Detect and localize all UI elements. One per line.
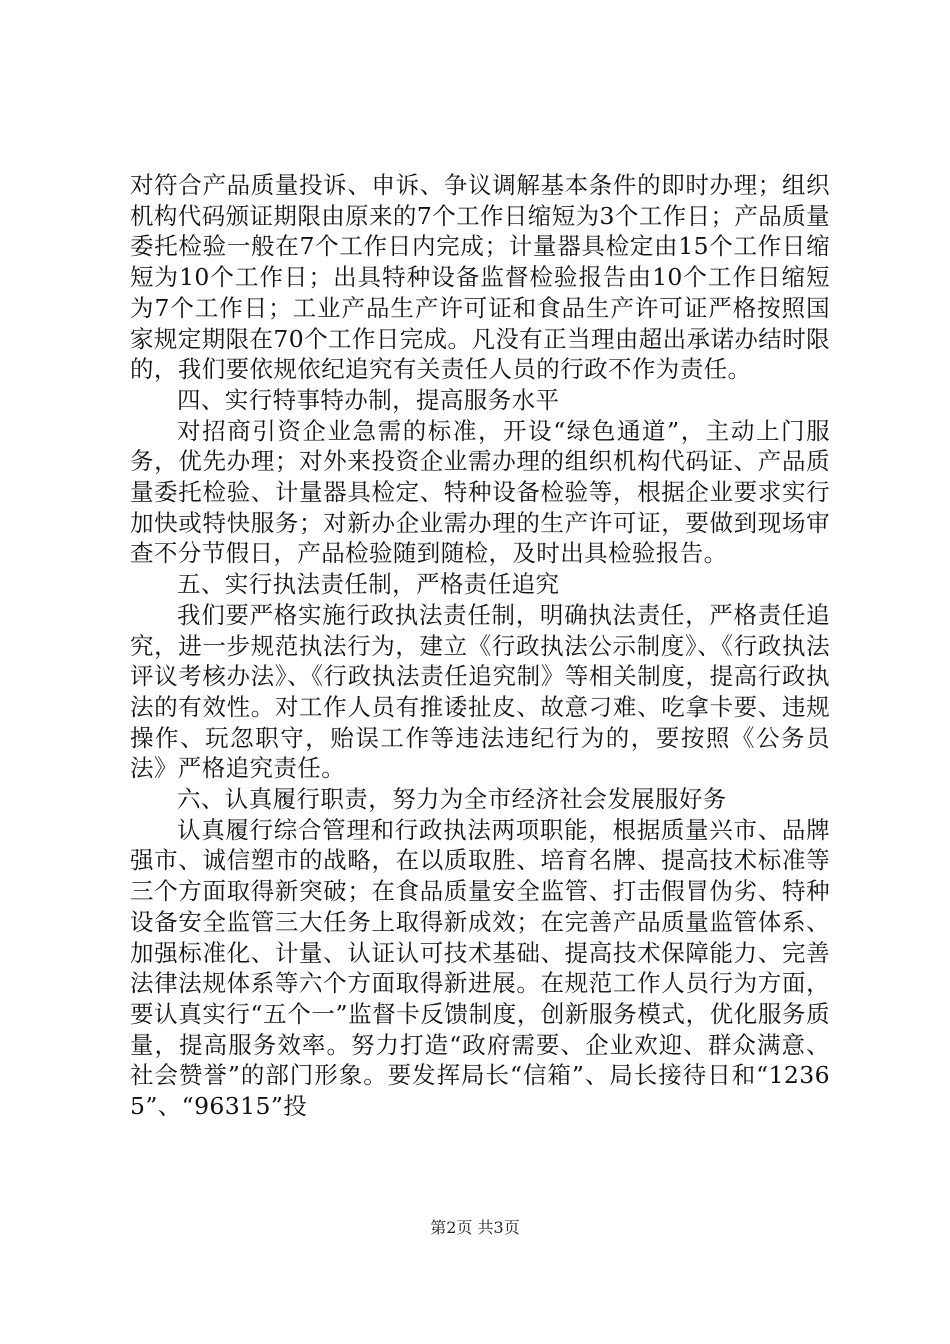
section-heading-six: 六、认真履行职责，努力为全市经济社会发展服好务: [177, 785, 727, 814]
section-heading-four: 四、实行特事特办制，提高服务水平: [177, 385, 560, 414]
paragraph-duties: 认真履行综合管理和行政执法两项职能，根据质量兴市、品牌强市、诚信塑市的战略，在以质取胜、培育名牌、提高技术标准等三个方面取得新突破；在食品质量安全监管、打击假冒伪劣、特种设备安全监管三大任务上取得新成效；在完善产品质量监管体系、加强标准化、计量、认证认可技术基础、提高技术保障能力、完善法律法规体系等六个方面取得新进展。在规范工作人员行为方面，要认真实行“五个一”监督卡反馈制度，创新服务模式，优化服务质量，提高服务效率。努力打造“政府需要、企业欢迎、群众满意、社会赞誉”的部门形象。要发挥局长“信箱”、局长接待日和“12365”、“96315”投: [130, 815, 830, 1121]
page-number-footer: 第2页 共3页: [430, 1218, 520, 1237]
section-heading-five: 五、实行执法责任制，严格责任追究: [177, 570, 560, 599]
paragraph-enforcement-responsibility: 我们要严格实施行政执法责任制，明确执法责任，严格责任追究，进一步规范执法行为，建立《行政执法公示制度》、《行政执法评议考核办法》、《行政执法责任追究制》等相关制度，提高行政执法的有效性。对工作人员有推诿扯皮、故意刁难、吃拿卡要、违规操作、玩忽职守，贻误工作等违法违纪行为的，要按照《公务员法》严格追究责任。: [130, 600, 830, 783]
document-body: [130, 170, 830, 1122]
paragraph-service-timelines: 对符合产品质量投诉、申诉、争议调解基本条件的即时办理；组织机构代码颁证期限由原来的7个工作日缩短为3个工作日；产品质量委托检验一般在7个工作日内完成；计量器具检定由15个工作日缩短为10个工作日；出具特种设备监督检验报告由10个工作日缩短为7个工作日；工业产品生产许可证和食品生产许可证严格按照国家规定期限在70个工作日完成。凡没有正当理由超出承诺办结时限的，我们要依规依纪追究有关责任人员的行政不作为责任。: [130, 171, 830, 384]
paragraph-special-handling: 对招商引资企业急需的标准，开设“绿色通道”，主动上门服务，优先办理；对外来投资企业需办理的组织机构代码证、产品质量委托检验、计量器具检定、特种设备检验等，根据企业要求实行加快或特快服务；对新办企业需办理的生产许可证，要做到现场审查不分节假日，产品检验随到随检，及时出具检验报告。: [130, 416, 830, 568]
